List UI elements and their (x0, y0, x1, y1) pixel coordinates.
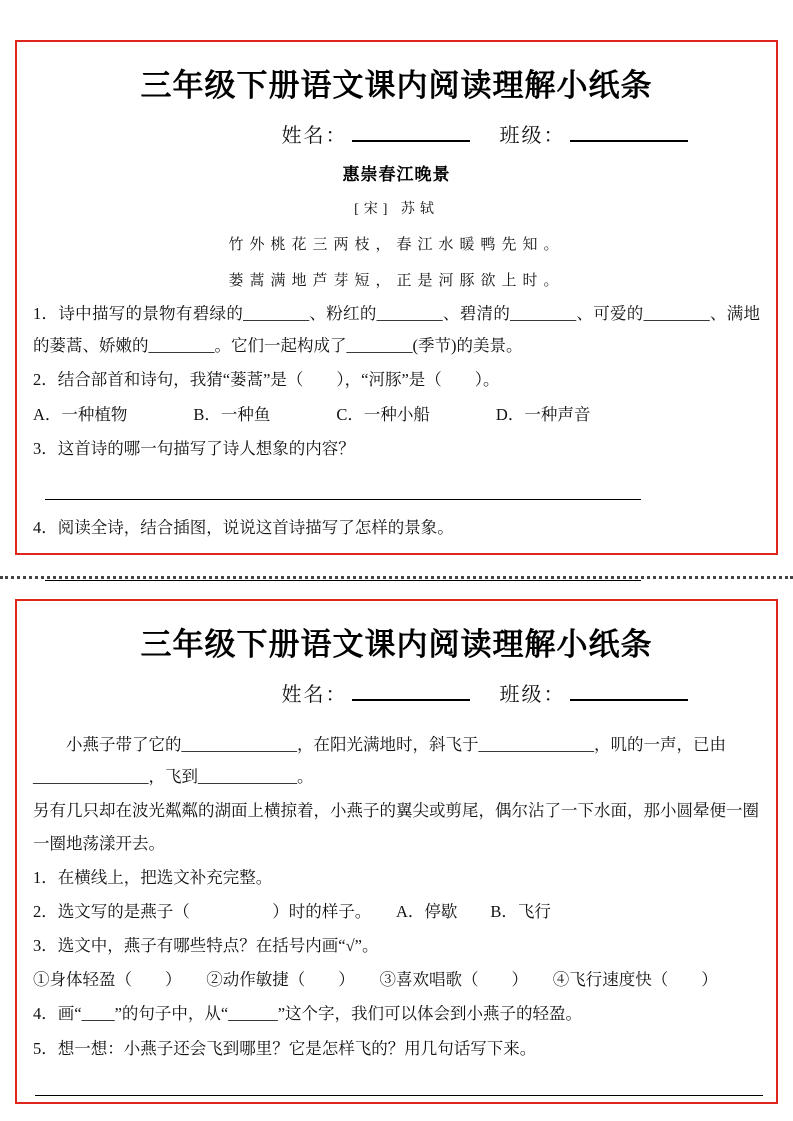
name-blank-line (352, 681, 470, 701)
sheet1-question-2-options: A．一种植物 B．一种鱼 C．一种小船 D．一种声音 (33, 404, 591, 424)
answer-line (45, 499, 641, 500)
sheet1-question-3: 3．这首诗的哪一句描写了诗人想象的内容？ (33, 438, 355, 458)
sheet1-title: 三年级下册语文课内阅读理解小纸条 (140, 68, 653, 103)
sheet1-name-row (33, 119, 760, 148)
class-label: 班级： (499, 684, 566, 706)
name-label: 姓名： (281, 125, 348, 147)
answer-line (35, 1095, 763, 1096)
class-label: 班级： (499, 125, 566, 147)
passage-paragraph-1: 小燕子带了它的______________，在阳光满地时，斜飞于______________，叽的一声，已由______________，飞到____________。 (33, 735, 726, 787)
answer-line (45, 580, 641, 581)
sheet1-question-4: 4．阅读全诗，结合插图，说说这首诗描写了怎样的景象。 (33, 517, 454, 537)
sheet-1 (15, 40, 778, 555)
sheet2-question-4: 4．画“____”的句子中，从“______”这个字，我们可以体会到小燕子的轻盈。 (33, 1004, 583, 1024)
sheet2-question-2: 2．选文写的是燕子（ ）时的样子。 A．停歇 B．飞行 (33, 901, 551, 921)
sheet1-question-1: 1．诗中描写的景物有碧绿的________、粉红的________、碧清的________、可爱的________、满地的蒌蒿、娇嫩的________。它们一起构成了________(季节)的美景。 (33, 304, 761, 356)
sheet1-question-2: 2．结合部首和诗句，我猜“蒌蒿”是（ ），“河豚”是（ ）。 (33, 370, 500, 390)
sheet2-question-1: 1．在横线上，把选文补充完整。 (33, 867, 273, 887)
class-blank-line (570, 681, 688, 701)
sheet-2 (15, 599, 778, 1104)
name-label: 姓名： (281, 684, 348, 706)
sheet2-title: 三年级下册语文课内阅读理解小纸条 (140, 627, 653, 662)
poem-title: 惠崇春江晚景 (342, 165, 451, 184)
poem-author: [宋] 苏轼 (354, 202, 439, 217)
sheet2-question-3: 3．选文中，燕子有哪些特点？在括号内画“√”。 (33, 936, 379, 956)
poem-line-2: 蒌蒿满地芦芽短，正是河豚欲上时。 (228, 273, 565, 289)
poem-line-1: 竹外桃花三两枝，春江水暖鸭先知。 (228, 237, 565, 253)
sheet2-name-row (33, 678, 760, 707)
name-blank-line (352, 122, 470, 142)
dotted-divider (0, 576, 793, 579)
sheet2-question-5: 5．想一想：小燕子还会飞到哪里？它是怎样飞的？用几句话写下来。 (33, 1038, 537, 1058)
sheet2-question-3-options: ①身体轻盈（ ） ②动作敏捷（ ） ③喜欢唱歌（ ） ④飞行速度快（ ） (33, 970, 718, 990)
passage-paragraph-2: 另有几只却在波光粼粼的湖面上横掠着，小燕子的翼尖或剪尾，偶尔沾了一下水面，那小圆晕便一圈一圈地荡漾开去。 (33, 801, 759, 853)
class-blank-line (570, 122, 688, 142)
